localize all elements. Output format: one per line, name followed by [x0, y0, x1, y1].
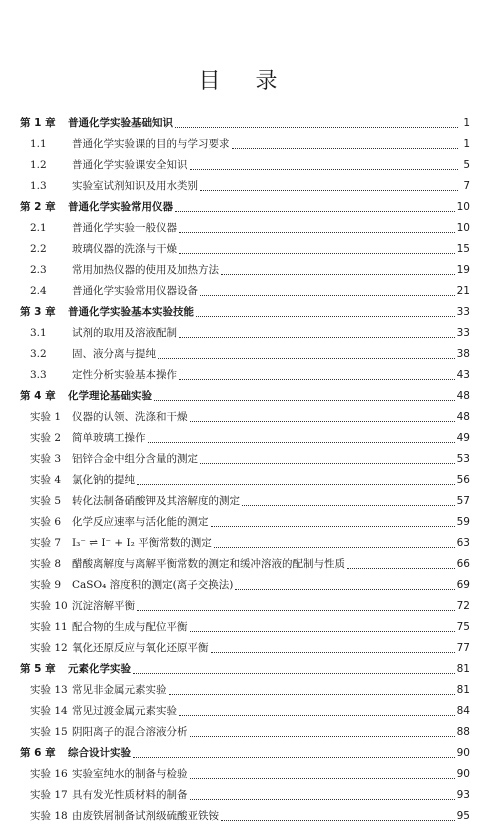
toc-section-entry[interactable]: [20, 239, 470, 260]
toc-entry-page: 7: [463, 180, 470, 192]
toc-entry-page: 33: [456, 306, 470, 318]
toc-entry-page: 66: [456, 558, 470, 570]
dot-leader: [190, 777, 455, 779]
toc-entry-number: 实验 11: [30, 621, 68, 633]
toc-section-entry[interactable]: [20, 806, 470, 827]
toc-entry-number: 第 6 章: [20, 747, 56, 759]
toc-entry-title: 常见过渡金属元素实验: [72, 705, 177, 717]
dot-leader: [158, 357, 455, 359]
toc-entry-page: 53: [456, 453, 470, 465]
toc-entry-page: 95: [456, 810, 470, 822]
toc-section-entry[interactable]: [20, 596, 470, 617]
toc-section-entry[interactable]: [20, 722, 470, 743]
toc-entry-page: 69: [456, 579, 470, 591]
toc-entry-number: 第 4 章: [20, 390, 56, 402]
toc-entry-page: 38: [456, 348, 470, 360]
toc-entry-title: 仪器的认领、洗涤和干燥: [72, 411, 188, 423]
page-title: 目 录: [198, 69, 292, 94]
toc-entry-title: 试剂的取用及溶液配制: [72, 327, 177, 339]
toc-section-entry[interactable]: [20, 260, 470, 281]
toc-entry-number: 1.2: [30, 159, 47, 171]
toc-section-entry[interactable]: [20, 428, 470, 449]
toc-section-entry[interactable]: [20, 491, 470, 512]
toc-entry-page: 57: [456, 495, 470, 507]
toc-entry-number: 实验 2: [30, 432, 62, 444]
toc-entry-page: 33: [456, 327, 470, 339]
dot-leader: [179, 231, 455, 233]
dot-leader: [190, 420, 455, 422]
toc-entry-page: 77: [456, 642, 470, 654]
toc-entry-page: 56: [456, 474, 470, 486]
dot-leader: [211, 651, 455, 653]
toc-entry-page: 88: [456, 726, 470, 738]
dot-leader: [190, 630, 455, 632]
dot-leader: [133, 672, 455, 674]
toc-entry-number: 实验 9: [30, 579, 62, 591]
toc-section-entry[interactable]: [20, 785, 470, 806]
toc-entry-number: 实验 1: [30, 411, 62, 423]
toc-entry-title: 氧化还原反应与氧化还原平衡: [72, 642, 209, 654]
toc-section-entry[interactable]: [20, 701, 470, 722]
toc-entry-page: 81: [456, 684, 470, 696]
toc-entry-number: 第 2 章: [20, 201, 56, 213]
toc-section-entry[interactable]: [20, 470, 470, 491]
dot-leader: [133, 756, 455, 758]
toc-entry-title: 普通化学实验一般仪器: [72, 222, 177, 234]
toc-entry-number: 实验 17: [30, 789, 68, 801]
toc-entry-title: 氯化钠的提纯: [72, 474, 135, 486]
dot-leader: [179, 252, 455, 254]
toc-section-entry[interactable]: [20, 176, 470, 197]
toc-section-entry[interactable]: [20, 155, 470, 176]
toc-entry-title: 普通化学实验课安全知识: [72, 159, 188, 171]
dot-leader: [154, 399, 455, 401]
dot-leader: [137, 609, 455, 611]
toc-entry-title: 常用加热仪器的使用及加热方法: [72, 264, 219, 276]
toc-entry-number: 第 1 章: [20, 117, 56, 129]
toc-section-entry[interactable]: [20, 281, 470, 302]
toc-entry-page: 19: [456, 264, 470, 276]
toc-section-entry[interactable]: [20, 554, 470, 575]
toc-entry-title: 普通化学实验课的目的与学习要求: [72, 138, 230, 150]
toc-entry-title: 元素化学实验: [68, 663, 131, 675]
toc-entry-title: 阴阳离子的混合溶液分析: [72, 726, 188, 738]
dot-leader: [235, 588, 454, 590]
toc-entry-page: 10: [456, 201, 470, 213]
toc-entry-title: 普通化学实验常用仪器设备: [72, 285, 198, 297]
toc-entry-title: 普通化学实验基础知识: [68, 117, 173, 129]
dot-leader: [242, 504, 455, 506]
toc-entry-page: 49: [456, 432, 470, 444]
toc-section-entry[interactable]: [20, 512, 470, 533]
toc-section-entry[interactable]: [20, 344, 470, 365]
toc-section-entry[interactable]: [20, 638, 470, 659]
toc-entry-page: 1: [463, 117, 470, 129]
toc-chapter-entry[interactable]: [20, 302, 470, 323]
dot-leader: [200, 462, 455, 464]
dot-leader: [179, 336, 455, 338]
toc-list: [20, 113, 470, 827]
toc-entry-title: 常见非金属元素实验: [72, 684, 167, 696]
toc-section-entry[interactable]: [20, 680, 470, 701]
toc-chapter-entry[interactable]: [20, 743, 470, 764]
toc-entry-page: 90: [456, 768, 470, 780]
toc-entry-number: 第 3 章: [20, 306, 56, 318]
toc-entry-number: 3.2: [30, 348, 47, 360]
toc-entry-number: 实验 16: [30, 768, 68, 780]
dot-leader: [221, 273, 455, 275]
toc-entry-number: 实验 8: [30, 558, 62, 570]
toc-entry-number: 2.1: [30, 222, 47, 234]
dot-leader: [190, 735, 455, 737]
toc-section-entry[interactable]: [20, 407, 470, 428]
toc-chapter-entry[interactable]: [20, 113, 470, 134]
toc-entry-title: 沉淀溶解平衡: [72, 600, 135, 612]
dot-leader: [190, 168, 459, 170]
toc-entry-title: 醋酸离解度与离解平衡常数的测定和缓冲溶液的配制与性质: [72, 558, 345, 570]
toc-entry-page: 48: [456, 411, 470, 423]
toc-entry-page: 10: [456, 222, 470, 234]
toc-entry-number: 2.2: [30, 243, 47, 255]
toc-section-entry[interactable]: [20, 449, 470, 470]
toc-entry-title: 简单玻璃工操作: [72, 432, 146, 444]
toc-entry-number: 实验 4: [30, 474, 62, 486]
toc-entry-number: 实验 6: [30, 516, 62, 528]
toc-entry-title: 实验室试剂知识及用水类别: [72, 180, 198, 192]
toc-entry-title: 玻璃仪器的洗涤与干燥: [72, 243, 177, 255]
dot-leader: [200, 294, 455, 296]
toc-section-entry[interactable]: [20, 617, 470, 638]
toc-entry-title: 化学反应速率与活化能的测定: [72, 516, 209, 528]
toc-section-entry[interactable]: [20, 764, 470, 785]
toc-entry-title: 具有发光性质材料的制备: [72, 789, 188, 801]
toc-section-entry[interactable]: [20, 575, 470, 596]
toc-entry-page: 21: [456, 285, 470, 297]
toc-entry-title: 固、液分离与提纯: [72, 348, 156, 360]
toc-entry-title: I₃⁻ ⇌ I⁻ + I₂ 平衡常数的测定: [72, 537, 212, 549]
toc-section-entry[interactable]: [20, 533, 470, 554]
toc-entry-page: 63: [456, 537, 470, 549]
dot-leader: [196, 315, 455, 317]
dot-leader: [214, 546, 455, 548]
toc-entry-number: 实验 5: [30, 495, 62, 507]
toc-entry-page: 84: [456, 705, 470, 717]
dot-leader: [137, 483, 455, 485]
dot-leader: [347, 567, 455, 569]
toc-entry-page: 90: [456, 747, 470, 759]
toc-entry-page: 43: [456, 369, 470, 381]
toc-entry-page: 75: [456, 621, 470, 633]
toc-entry-page: 1: [463, 138, 470, 150]
toc-entry-number: 3.1: [30, 327, 47, 339]
toc-entry-number: 3.3: [30, 369, 47, 381]
dot-leader: [169, 693, 455, 695]
dot-leader: [148, 441, 455, 443]
toc-entry-title: 定性分析实验基本操作: [72, 369, 177, 381]
toc-entry-number: 1.1: [30, 138, 47, 150]
toc-entry-title: CaSO₄ 溶度积的测定(离子交换法): [72, 579, 234, 591]
toc-entry-title: 化学理论基础实验: [68, 390, 152, 402]
toc-entry-number: 实验 18: [30, 810, 68, 822]
toc-entry-title: 转化法制备硝酸钾及其溶解度的测定: [72, 495, 240, 507]
toc-entry-page: 93: [456, 789, 470, 801]
dot-leader: [200, 189, 458, 191]
toc-entry-number: 实验 13: [30, 684, 68, 696]
toc-section-entry[interactable]: [20, 365, 470, 386]
toc-section-entry[interactable]: [20, 323, 470, 344]
toc-entry-number: 实验 12: [30, 642, 68, 654]
dot-leader: [211, 525, 455, 527]
dot-leader: [190, 798, 455, 800]
dot-leader: [232, 147, 459, 149]
toc-section-entry[interactable]: [20, 218, 470, 239]
toc-chapter-entry[interactable]: [20, 197, 470, 218]
toc-entry-page: 59: [456, 516, 470, 528]
toc-entry-title: 铝锌合金中组分含量的测定: [72, 453, 198, 465]
toc-chapter-entry[interactable]: [20, 386, 470, 407]
dot-leader: [175, 210, 455, 212]
toc-entry-title: 普通化学实验常用仪器: [68, 201, 173, 213]
dot-leader: [175, 126, 458, 128]
toc-chapter-entry[interactable]: [20, 659, 470, 680]
toc-entry-number: 1.3: [30, 180, 47, 192]
toc-entry-number: 2.4: [30, 285, 47, 297]
toc-entry-number: 第 5 章: [20, 663, 56, 675]
toc-entry-title: 由废铁屑制备试剂级硫酸亚铁铵: [72, 810, 219, 822]
toc-entry-page: 48: [456, 390, 470, 402]
dot-leader: [221, 819, 455, 821]
toc-entry-number: 实验 3: [30, 453, 62, 465]
toc-entry-number: 实验 10: [30, 600, 68, 612]
toc-section-entry[interactable]: [20, 134, 470, 155]
toc-entry-page: 15: [456, 243, 470, 255]
toc-entry-number: 实验 14: [30, 705, 68, 717]
dot-leader: [179, 714, 455, 716]
toc-entry-title: 普通化学实验基本实验技能: [68, 306, 194, 318]
toc-entry-number: 2.3: [30, 264, 47, 276]
toc-entry-title: 综合设计实验: [68, 747, 131, 759]
toc-entry-number: 实验 7: [30, 537, 62, 549]
toc-entry-page: 72: [456, 600, 470, 612]
toc-entry-title: 实验室纯水的制备与检验: [72, 768, 188, 780]
toc-entry-page: 5: [463, 159, 470, 171]
toc-entry-page: 81: [456, 663, 470, 675]
toc-entry-number: 实验 15: [30, 726, 68, 738]
dot-leader: [179, 378, 455, 380]
toc-entry-title: 配合物的生成与配位平衡: [72, 621, 188, 633]
